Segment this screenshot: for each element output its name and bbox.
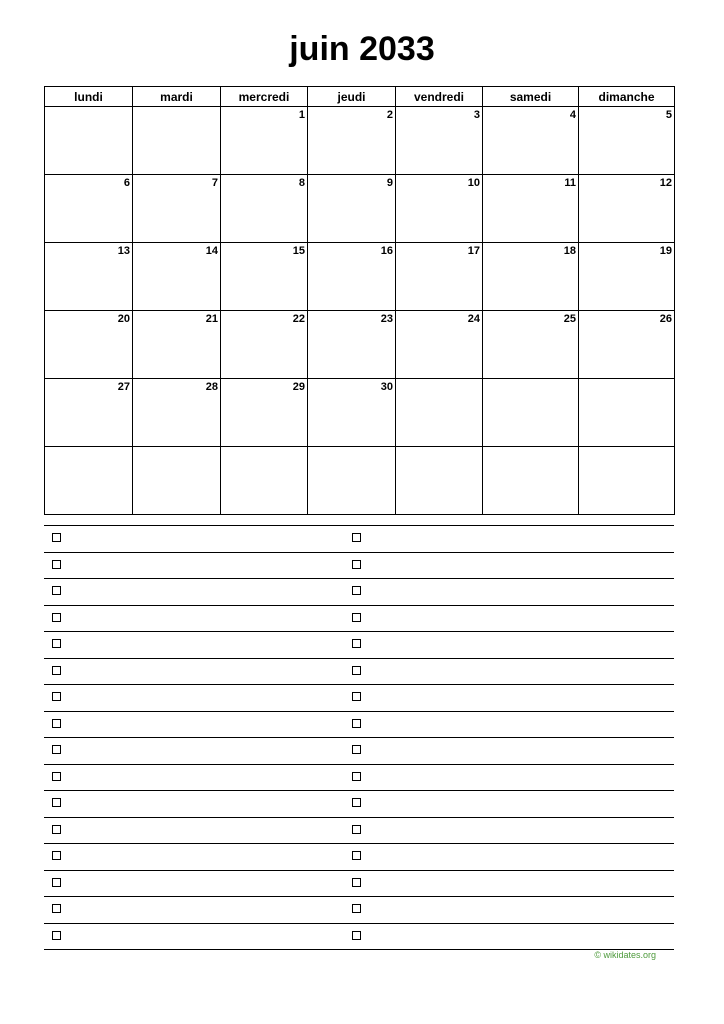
day-number: 3 (473, 109, 480, 121)
todo-row (44, 659, 674, 686)
day-cell[interactable] (308, 243, 396, 311)
week-row (45, 311, 675, 379)
checkbox-right[interactable] (352, 904, 361, 913)
checkbox-right[interactable] (352, 798, 361, 807)
checkbox-left[interactable] (52, 878, 61, 887)
day-number: 11 (564, 177, 576, 189)
day-cell[interactable] (483, 243, 579, 311)
day-number: 1 (298, 109, 305, 121)
day-cell[interactable] (221, 175, 308, 243)
checkbox-right[interactable] (352, 851, 361, 860)
todo-row (44, 738, 674, 765)
todo-row (44, 579, 674, 606)
checkbox-left[interactable] (52, 719, 61, 728)
day-cell[interactable] (483, 175, 579, 243)
checkbox-left[interactable] (52, 533, 61, 542)
checkbox-right[interactable] (352, 639, 361, 648)
day-cell[interactable] (308, 175, 396, 243)
page-title: juin 2033 (289, 30, 435, 68)
todo-row (44, 712, 674, 739)
day-cell[interactable] (396, 243, 483, 311)
day-cell[interactable] (133, 175, 221, 243)
day-number: 13 (117, 245, 130, 257)
todo-row (44, 765, 674, 792)
day-number (133, 447, 220, 449)
day-cell[interactable] (45, 107, 133, 175)
todo-row (44, 871, 674, 898)
day-number: 26 (659, 313, 672, 325)
checkbox-left[interactable] (52, 692, 61, 701)
day-cell[interactable] (579, 243, 675, 311)
checkbox-left[interactable] (52, 851, 61, 860)
day-number: 29 (292, 381, 305, 393)
day-cell[interactable] (579, 107, 675, 175)
day-cell[interactable] (133, 243, 221, 311)
day-number (579, 447, 674, 449)
week-row (45, 175, 675, 243)
day-cell[interactable] (483, 107, 579, 175)
day-cell[interactable] (133, 447, 221, 515)
day-cell[interactable] (45, 175, 133, 243)
todo-row (44, 553, 674, 580)
day-cell[interactable] (483, 447, 579, 515)
weekday-header-row (45, 87, 675, 107)
day-number (396, 447, 482, 449)
day-cell[interactable] (396, 311, 483, 379)
todo-row (44, 685, 674, 712)
day-cell[interactable] (579, 175, 675, 243)
day-number: 16 (380, 245, 393, 257)
day-number: 15 (292, 245, 305, 257)
day-number: 2 (386, 109, 393, 121)
day-number: 10 (467, 177, 480, 189)
day-cell[interactable] (396, 175, 483, 243)
day-cell[interactable] (396, 379, 483, 447)
checkbox-left[interactable] (52, 666, 61, 675)
day-cell[interactable] (483, 379, 579, 447)
week-row (45, 379, 675, 447)
day-cell[interactable] (483, 311, 579, 379)
checkbox-right[interactable] (352, 772, 361, 781)
todo-row (44, 606, 674, 633)
day-number: 9 (386, 177, 393, 189)
day-number (483, 447, 578, 449)
checkbox-right[interactable] (352, 586, 361, 595)
day-number: 6 (123, 177, 130, 189)
todo-row (44, 924, 674, 951)
checkbox-left[interactable] (52, 639, 61, 648)
checkbox-left[interactable] (52, 825, 61, 834)
day-cell[interactable] (579, 311, 675, 379)
day-cell[interactable] (221, 447, 308, 515)
checkbox-left[interactable] (52, 613, 61, 622)
checkbox-right[interactable] (352, 692, 361, 701)
todo-row (44, 818, 674, 845)
week-row (45, 447, 675, 515)
day-cell[interactable] (45, 447, 133, 515)
day-number: 5 (665, 109, 672, 121)
checkbox-left[interactable] (52, 904, 61, 913)
day-number: 14 (205, 245, 218, 257)
day-number: 27 (117, 381, 130, 393)
day-cell[interactable] (396, 107, 483, 175)
day-number (45, 447, 132, 449)
day-cell[interactable] (133, 379, 221, 447)
day-cell[interactable] (308, 379, 396, 447)
checkbox-left[interactable] (52, 745, 61, 754)
day-cell[interactable] (308, 107, 396, 175)
todo-row (44, 526, 674, 553)
checkbox-right[interactable] (352, 878, 361, 887)
day-number: 20 (117, 313, 130, 325)
checkbox-right[interactable] (352, 666, 361, 675)
day-number (45, 107, 132, 109)
week-row (45, 107, 675, 175)
day-number (483, 379, 578, 381)
day-number (133, 107, 220, 109)
checkbox-left[interactable] (52, 931, 61, 940)
checkbox-right[interactable] (352, 825, 361, 834)
checkbox-right[interactable] (352, 560, 361, 569)
day-number: 21 (205, 313, 218, 325)
day-number: 7 (211, 177, 218, 189)
weekday-header: samedi (483, 87, 579, 107)
todo-row (44, 791, 674, 818)
todo-row (44, 632, 674, 659)
checkbox-right[interactable] (352, 613, 361, 622)
footer-credit: © wikidates.org (594, 950, 656, 960)
day-cell[interactable] (45, 379, 133, 447)
weekday-header: vendredi (396, 87, 483, 107)
todo-row (44, 897, 674, 924)
checkbox-left[interactable] (52, 798, 61, 807)
checkbox-right[interactable] (352, 745, 361, 754)
day-cell[interactable] (45, 243, 133, 311)
day-number (579, 379, 674, 381)
day-number (396, 379, 482, 381)
day-cell[interactable] (579, 447, 675, 515)
day-number: 24 (467, 313, 480, 325)
todo-row (44, 844, 674, 871)
day-number: 25 (563, 313, 576, 325)
day-cell[interactable] (45, 311, 133, 379)
day-cell[interactable] (133, 311, 221, 379)
todo-list (44, 525, 674, 950)
checkbox-right[interactable] (352, 533, 361, 542)
weekday-header: lundi (45, 87, 133, 107)
day-number: 17 (467, 245, 480, 257)
day-cell[interactable] (579, 379, 675, 447)
day-cell[interactable] (308, 311, 396, 379)
day-cell[interactable] (221, 243, 308, 311)
day-cell[interactable] (396, 447, 483, 515)
weekday-header: mercredi (221, 87, 308, 107)
day-number: 12 (659, 177, 672, 189)
day-cell[interactable] (221, 107, 308, 175)
day-number: 4 (569, 109, 576, 121)
week-row (45, 243, 675, 311)
day-number: 19 (659, 245, 672, 257)
checkbox-left[interactable] (52, 586, 61, 595)
day-number: 23 (380, 313, 393, 325)
day-number: 28 (205, 381, 218, 393)
checkbox-left[interactable] (52, 772, 61, 781)
day-number: 22 (292, 313, 305, 325)
checkbox-right[interactable] (352, 931, 361, 940)
calendar-grid (44, 86, 675, 515)
checkbox-right[interactable] (352, 719, 361, 728)
day-number (221, 447, 307, 449)
day-number: 30 (380, 381, 393, 393)
day-number (308, 447, 395, 449)
day-cell[interactable] (308, 447, 396, 515)
weekday-header: mardi (133, 87, 221, 107)
day-number: 18 (563, 245, 576, 257)
day-cell[interactable] (221, 379, 308, 447)
day-cell[interactable] (221, 311, 308, 379)
checkbox-left[interactable] (52, 560, 61, 569)
day-number: 8 (298, 177, 305, 189)
weekday-header: dimanche (579, 87, 675, 107)
weekday-header: jeudi (308, 87, 396, 107)
day-cell[interactable] (133, 107, 221, 175)
